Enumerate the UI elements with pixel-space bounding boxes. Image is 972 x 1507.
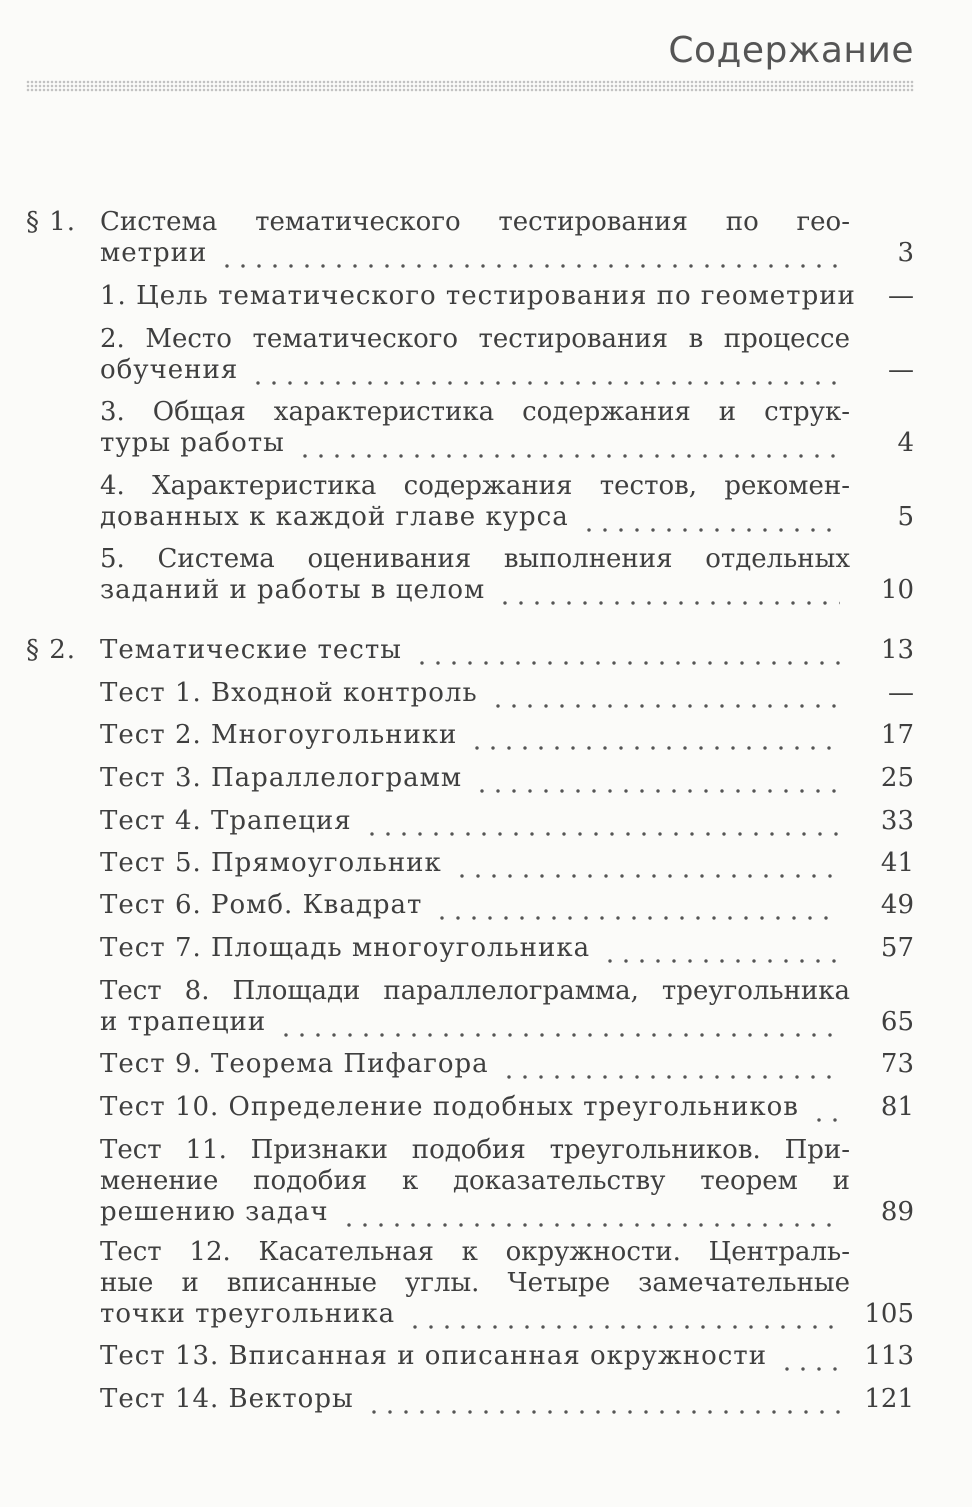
entry-line: 5. Система оценивания выполнения отдельных <box>100 544 850 574</box>
entry-line: Тест 4. Трапеция <box>100 806 352 836</box>
toc-item-1-1 <box>0 281 972 312</box>
dot-leader <box>297 439 840 459</box>
page-number: 89 <box>880 1197 914 1227</box>
entry-title <box>100 976 850 1038</box>
entry-title <box>100 806 850 837</box>
toc-item-1-5 <box>0 544 972 606</box>
page-number: 25 <box>880 763 914 793</box>
entry-title <box>100 763 850 794</box>
entry-title <box>100 678 850 709</box>
entry-title <box>100 544 850 606</box>
dot-leader <box>497 586 840 606</box>
entry-title <box>100 281 856 312</box>
dot-leader <box>341 1208 840 1228</box>
dot-leader <box>366 1395 840 1415</box>
entry-line: менение подобия к доказательству теорем и <box>100 1166 850 1196</box>
entry-line: Тест 14. Векторы <box>100 1384 354 1414</box>
entry-line: Система тематического тестирования по гео- <box>100 207 850 237</box>
dot-leader <box>454 859 840 879</box>
toc-test-6 <box>0 890 972 921</box>
entry-title <box>100 933 850 964</box>
toc-item-1-2 <box>0 324 972 386</box>
page-number: 10 <box>880 575 914 605</box>
page-number: 65 <box>880 1007 914 1037</box>
dot-leader <box>581 513 840 533</box>
header-divider <box>26 80 914 92</box>
entry-line: Тест 13. Вписанная и описанная окружности <box>100 1341 768 1371</box>
toc-test-10 <box>0 1092 972 1123</box>
page-number: — <box>888 281 914 311</box>
toc-test-5 <box>0 848 972 879</box>
page-number: 3 <box>897 238 914 268</box>
entry-title <box>100 324 850 386</box>
entry-line: Тест 7. Площадь многоугольника <box>100 933 591 963</box>
entry-line: Тест 2. Многоугольники <box>100 720 458 750</box>
page-number: 105 <box>864 1299 914 1329</box>
entry-title <box>100 397 850 459</box>
dot-leader <box>779 1352 840 1372</box>
dot-leader <box>219 249 840 269</box>
entry-title <box>100 207 850 269</box>
dot-leader <box>278 1018 840 1038</box>
toc-test-3 <box>0 763 972 794</box>
toc-test-13 <box>0 1341 972 1372</box>
entry-title <box>100 471 850 533</box>
entry-line: 2. Место тематического тестирования в процессе <box>100 324 850 354</box>
entry-line: Тест 8. Площади параллелограмма, треугольника <box>100 976 850 1006</box>
entry-line: и трапеции <box>100 1007 267 1037</box>
page-number: 17 <box>880 720 914 750</box>
entry-line: метрии <box>100 238 208 268</box>
entry-line: ные и вписанные углы. Четыре замечательные <box>100 1268 850 1298</box>
page-number: 41 <box>880 848 914 878</box>
entry-title <box>100 1237 850 1330</box>
dot-leader <box>474 774 840 794</box>
page-number: 81 <box>880 1092 914 1122</box>
toc-section-1 <box>0 207 972 269</box>
entry-title <box>100 1341 850 1372</box>
entry-title <box>100 848 850 879</box>
entry-line: 4. Характеристика содержания тестов, рекомен- <box>100 471 850 501</box>
dot-leader <box>469 731 840 751</box>
dot-leader <box>364 817 840 837</box>
dot-leader <box>414 646 840 666</box>
dot-leader <box>490 689 840 709</box>
toc-test-7 <box>0 933 972 964</box>
entry-title <box>100 1384 850 1415</box>
page-number: 73 <box>880 1049 914 1079</box>
toc-test-2 <box>0 720 972 751</box>
section-number: § 1. <box>26 207 77 237</box>
toc-test-14 <box>0 1384 972 1415</box>
entry-line: Тест 12. Касательная к окружности. Централь- <box>100 1237 850 1267</box>
toc-item-1-3 <box>0 397 972 459</box>
toc-section-2 <box>0 635 972 666</box>
entry-line: точки треугольника <box>100 1299 396 1329</box>
entry-line: Тематические тесты <box>100 635 402 665</box>
entry-line: обучения <box>100 355 239 385</box>
entry-title <box>100 720 850 751</box>
entry-title <box>100 1092 850 1123</box>
page-number: — <box>888 678 914 708</box>
page-number: 13 <box>880 635 914 665</box>
entry-line: Тест 11. Признаки подобия треугольников. При- <box>100 1135 850 1165</box>
dot-leader <box>602 944 840 964</box>
entry-line: заданий и работы в целом <box>100 575 486 605</box>
dot-leader <box>434 901 840 921</box>
page-number: 5 <box>897 502 914 532</box>
entry-line: 3. Общая характеристика содержания и струк- <box>100 397 850 427</box>
entry-title <box>100 1049 850 1080</box>
page-number: — <box>888 355 914 385</box>
entry-line: решению задач <box>100 1197 329 1227</box>
dot-leader <box>811 1103 840 1123</box>
entry-title <box>100 635 850 666</box>
page-number: 4 <box>897 428 914 458</box>
entry-line: Тест 9. Теорема Пифагора <box>100 1049 489 1079</box>
page-number: 57 <box>880 933 914 963</box>
entry-line: 1. Цель тематического тестирования по геометрии <box>100 281 856 311</box>
entry-line: Тест 1. Входной контроль <box>100 678 478 708</box>
dot-leader <box>407 1310 840 1330</box>
page-number: 49 <box>880 890 914 920</box>
toc-test-1 <box>0 678 972 709</box>
entry-line: Тест 10. Определение подобных треугольников <box>100 1092 799 1122</box>
entry-line: Тест 6. Ромб. Квадрат <box>100 890 423 920</box>
page-title: Содержание <box>668 30 914 71</box>
page-number: 113 <box>864 1341 914 1371</box>
toc-test-8 <box>0 976 972 1038</box>
entry-title <box>100 890 850 921</box>
entry-title <box>100 1135 850 1228</box>
toc-test-11 <box>0 1135 972 1228</box>
page-number: 33 <box>880 806 914 836</box>
page-number: 121 <box>864 1384 914 1414</box>
entry-line: Тест 3. Параллелограмм <box>100 763 463 793</box>
section-number: § 2. <box>26 635 77 665</box>
dot-leader <box>250 366 840 386</box>
entry-line: Тест 5. Прямоугольник <box>100 848 442 878</box>
entry-line: дованных к каждой главе курса <box>100 502 569 532</box>
toc-test-4 <box>0 806 972 837</box>
entry-line: туры работы <box>100 428 285 458</box>
toc-item-1-4 <box>0 471 972 533</box>
toc-test-9 <box>0 1049 972 1080</box>
dot-leader <box>501 1060 840 1080</box>
toc-test-12 <box>0 1237 972 1330</box>
